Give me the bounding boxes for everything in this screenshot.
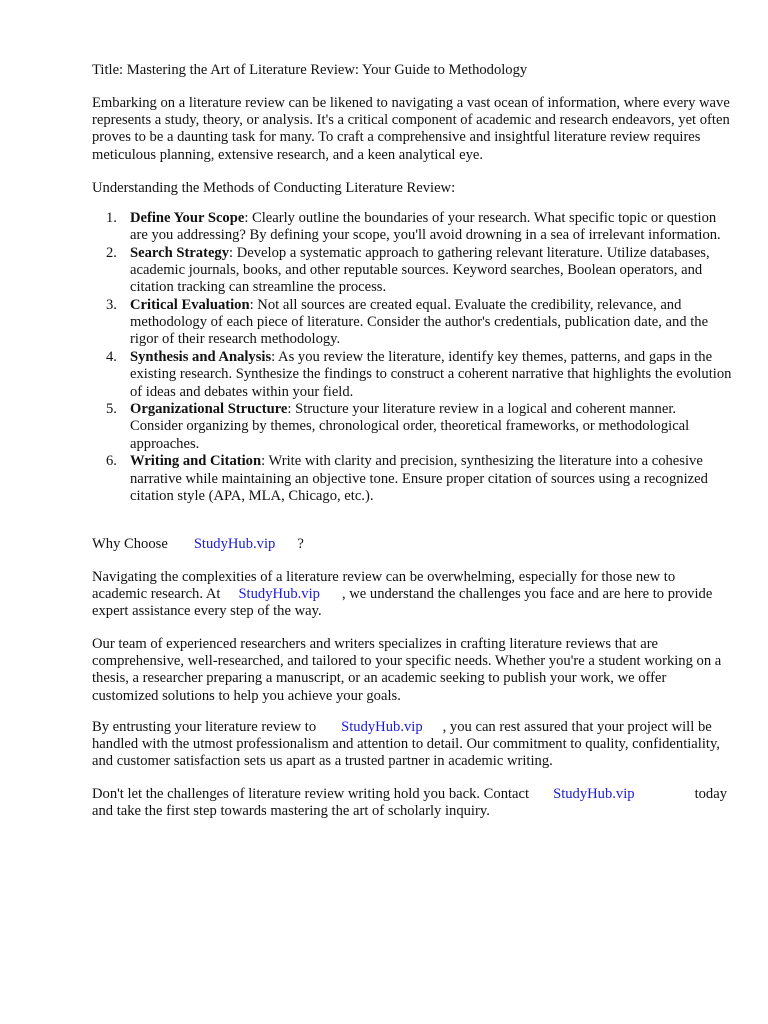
method-text: : Write with clarity and precision, synthesizing the literature into a cohesive narrative while maintaining an objective tone. Ensure proper citation of sources using a recognized citation style (APA, MLA, Chicago, etc.). xyxy=(130,453,708,504)
method-item xyxy=(92,349,732,401)
method-number: 6. xyxy=(106,453,117,470)
team-paragraph: Our team of experienced researchers and writers specializes in crafting literature reviews that are comprehensive, well-researched, and tailored to your specific needs. Whether you're a student working on a thesis, a researcher preparing a manuscript, or an academic seeking to publish your work, we offer customized solutions to help you achieve your goals. xyxy=(92,636,722,704)
method-text: : Develop a systematic approach to gathering relevant literature. Utilize databases, academic journals, books, and other reputable sources. Keyword searches, Boolean operators, and citation tracking can streamline the process. xyxy=(130,244,710,296)
contact-paragraph: Don't let the challenges of literature review writing hold you back. Contact StudyHub.vip today and take the first step towards mastering the art of scholarly inquiry. xyxy=(92,786,728,820)
method-term: Critical Evaluation xyxy=(130,297,250,314)
method-text: : As you review the literature, identify key themes, patterns, and gaps in the existing research. Synthesize the findings to construct a coherent narrative that highlights the evolution of ideas and debates within your field. xyxy=(130,349,732,400)
entrusting-paragraph: By entrusting your literature review to StudyHub.vip , you can rest assured that your project will be handled with the utmost professionalism and attention to detail. Our commitment to quality, confidentiality, and customer satisfaction sets us apart as a trusted partner in academic writing. xyxy=(92,719,720,770)
method-term: Writing and Citation xyxy=(130,453,262,470)
method-term: Organizational Structure xyxy=(130,401,288,418)
document-title: Title: Mastering the Art of Literature Review: Your Guide to Methodology xyxy=(92,62,528,78)
methods-heading: Understanding the Methods of Conducting Literature Review: xyxy=(92,180,456,196)
studyhub-link[interactable]: StudyHub.vip xyxy=(193,536,276,552)
navigating-paragraph: Navigating the complexities of a literature review can be overwhelming, especially for those new to academic research. At StudyHub.vip , we understand the challenges you face and are here to provide expert assistance every step of the way. xyxy=(92,569,713,620)
method-item xyxy=(92,245,732,297)
why-choose-heading: Why Choose StudyHub.vip ? xyxy=(92,536,304,552)
method-text: : Not all sources are created equal. Evaluate the credibility, relevance, and methodology of each piece of literature. Consider the author's credentials, publication date, and the rigor of their research methodology. xyxy=(130,297,709,348)
studyhub-link[interactable]: StudyHub.vip xyxy=(238,586,320,603)
method-item xyxy=(92,210,732,244)
intro-paragraph: Embarking on a literature review can be likened to navigating a vast ocean of information, where every wave represents a study, theory, or analysis. It's a critical component of academic and research endeavors, yet often proves to be a daunting task for many. To craft a comprehensive and insightful literature review requires meticulous planning, extensive research, and a keen analytical eye. xyxy=(92,95,730,163)
method-item xyxy=(92,453,732,505)
method-text: : Clearly outline the boundaries of your research. What specific topic or question are you addressing? By defining your scope, you'll avoid drowning in a sea of irrelevant information. xyxy=(130,210,721,244)
studyhub-link[interactable]: StudyHub.vip xyxy=(553,786,635,802)
methods-list xyxy=(92,210,732,505)
studyhub-link[interactable]: StudyHub.vip xyxy=(341,719,423,735)
method-item xyxy=(92,297,732,349)
method-number: 3. xyxy=(106,297,117,314)
method-term: Define Your Scope xyxy=(130,210,245,226)
method-number: 5. xyxy=(106,401,117,418)
method-term: Search Strategy xyxy=(130,244,230,261)
method-text: : Structure your literature review in a logical and coherent manner. Consider organizing by themes, chronological order, theoretical frameworks, or methodological approaches. xyxy=(130,401,690,452)
method-item xyxy=(92,401,732,453)
method-number: 2. xyxy=(106,244,117,261)
method-term: Synthesis and Analysis xyxy=(130,349,272,366)
method-number: 1. xyxy=(106,210,117,226)
method-number: 4. xyxy=(106,349,117,366)
